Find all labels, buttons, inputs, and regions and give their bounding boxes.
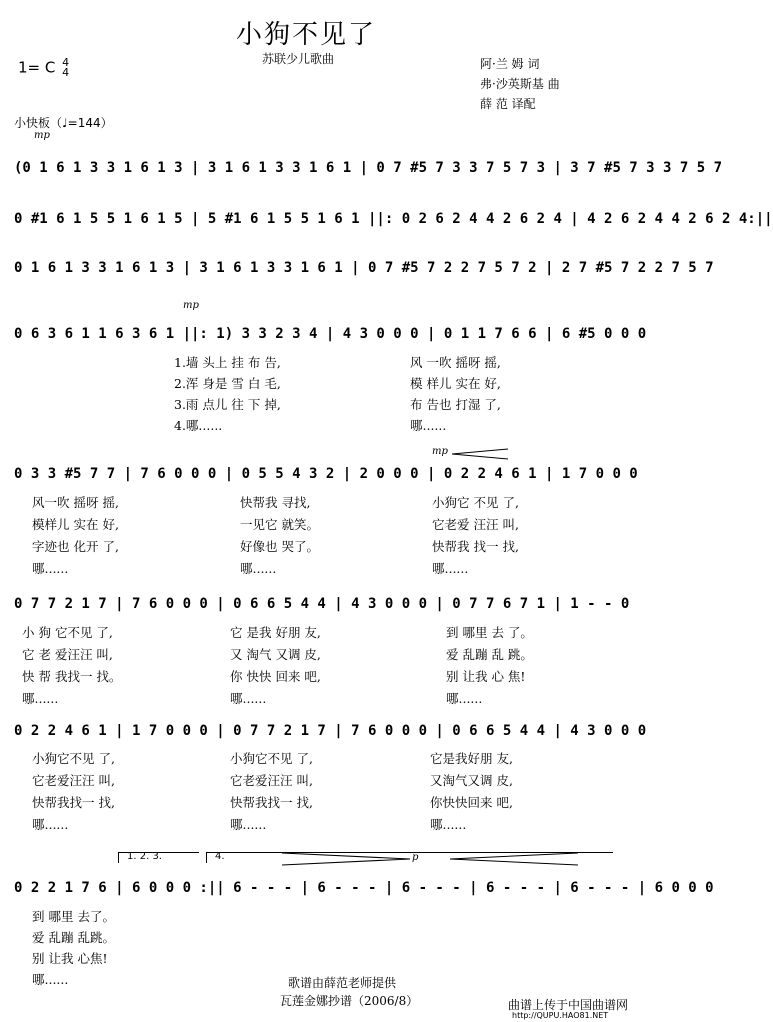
lyric-line: 哪...... [446,691,483,706]
key-label: 1= C [18,58,56,77]
lyrics-block [22,622,121,710]
lyric-line: 一见它 就笑。 [240,517,319,532]
lyric-line: 你快快回来 吧, [430,795,513,810]
lyrics-block [32,748,115,836]
lyric-line: 快帮我找一 找, [32,795,115,810]
lyric-line: 哪...... [240,561,277,576]
staff-line-1: (0 1 6 1 3 3 1 6 1 3 | 3 1 6 1 3 3 1 6 1 | 0 7 #5 7 3 3 7 5 7 3 | 3 7 #5 7 3 3 7 5 7 [14,160,723,176]
dynamic-marking: mp [432,446,448,457]
lyric-line: 又 淘气 又调 皮, [230,647,321,662]
lyrics-block [230,622,321,710]
lyric-line: 哪...... [22,691,59,706]
lyric-line: 哪...... [230,817,267,832]
lyric-line: 哪...... [430,817,467,832]
lyrics-block [432,492,519,580]
lyrics-block [240,492,319,580]
lyric-line: 快 帮 我找一 找。 [22,669,122,684]
time-top: 4 [62,56,70,69]
lyric-line: 风 一吹 摇呀 摇, [410,355,501,370]
lyric-line: 字迹也 化开 了, [32,539,119,554]
lyrics-block [174,352,281,436]
lyric-line: 它 是我 好朋 友, [230,625,321,640]
volta-label: 1. 2. 3. [127,851,162,862]
lyric-line: 小狗它不见 了, [32,751,115,766]
staff-line-5: 0 3 3 #5 7 7 | 7 6 0 0 0 | 0 5 5 4 3 2 | 2 0 0 0 | 0 2 2 4 6 1 | 1 7 0 0 0 [14,466,638,482]
footer-source: 歌谱由薛范老师提供 [288,976,397,990]
page-subtitle: 苏联少儿歌曲 [262,52,335,66]
lyric-line: 快帮我找一 找, [230,795,313,810]
lyric-line: 快帮我 找一 找, [432,539,519,554]
lyric-line: 哪...... [32,561,69,576]
lyric-line: 3.雨 点儿 往 下 掉, [174,397,281,412]
lyric-line: 它老爱汪汪 叫, [32,773,115,788]
lyric-line: 布 告也 打湿 了, [410,397,501,412]
lyrics-block [446,622,533,710]
lyric-line: 爱 乱蹦 乱跳。 [32,930,115,945]
footer-copyist: 瓦莲金娜抄谱（2006/8） [280,994,419,1008]
lyric-line: 到 哪里 去 了。 [446,625,533,640]
staff-line-3: 0 1 6 1 3 3 1 6 1 3 | 3 1 6 1 3 3 1 6 1 | 0 7 #5 7 2 2 7 5 7 2 | 2 7 #5 7 2 2 7 5 7 [14,260,714,276]
lyric-line: 它老爱 汪汪 叫, [432,517,519,532]
key-signature [18,58,69,78]
lyric-line: 爱 乱蹦 乱 跳。 [446,647,533,662]
watermark-text: 曲谱上传于中国曲谱网 [508,998,629,1012]
lyric-line: 好像也 哭了。 [240,539,319,554]
lyric-line: 哪...... [410,418,447,433]
tempo-marking: 小快板（♩=144） [14,116,113,130]
staff-line-8: 0 2 2 1 7 6 | 6 0 0 0 :|| 6 - - - | 6 - - - | 6 - - - | 6 - - - | 6 - - - | 6 0 0 0 [14,880,714,896]
lyric-line: 又淘气又调 皮, [430,773,513,788]
dynamic-marking: mp [183,300,199,311]
lyrics-block [32,906,115,990]
staff-line-2: 0 #1 6 1 5 5 1 6 1 5 | 5 #1 6 1 5 5 1 6 1 ||: 0 2 6 2 4 4 2 6 2 4 | 4 2 6 2 4 4 2 6 2 4:|| [14,211,773,227]
staff-line-6: 0 7 7 2 1 7 | 7 6 0 0 0 | 0 6 6 5 4 4 | 4 3 0 0 0 | 0 7 7 6 7 1 | 1 - - 0 [14,596,630,612]
lyric-line: 别 让我 心焦! [32,951,108,966]
crescendo-hairpin [450,448,510,460]
lyric-line: 别 让我 心 焦! [446,669,526,684]
lyrics-block [410,352,501,436]
lyric-line: 小 狗 它不见 了, [22,625,113,640]
volta-bracket-2 [206,852,613,863]
lyric-line: 哪...... [230,691,267,706]
lyric-line: 1.墙 头上 挂 布 告, [174,355,281,370]
lyric-line: 2.浑 身是 雪 白 毛, [174,376,281,391]
lyric-line: 它 老 爱汪汪 叫, [22,647,113,662]
lyric-line: 模 样儿 实在 好, [410,376,501,391]
credit-translator: 薛 范 译配 [480,97,536,111]
lyric-line: 小狗它 不见 了, [432,495,519,510]
lyric-line: 4.哪...... [174,418,223,433]
lyric-line: 模样儿 实在 好, [32,517,119,532]
lyrics-block [430,748,513,836]
lyric-line: 快帮我 寻找, [240,495,311,510]
lyric-line: 到 哪里 去了。 [32,909,115,924]
dynamic-marking: p [412,852,419,863]
lyric-line: 小狗它不见 了, [230,751,313,766]
staff-line-4: 0 6 3 6 1 1 6 3 6 1 ||: 1) 3 3 2 3 4 | 4 3 0 0 0 | 0 1 1 7 6 6 | 6 #5 0 0 0 [14,326,647,342]
staff-line-7: 0 2 2 4 6 1 | 1 7 0 0 0 | 0 7 7 2 1 7 | 7 6 0 0 0 | 0 6 6 5 4 4 | 4 3 0 0 0 [14,723,647,739]
lyric-line: 它老爱汪汪 叫, [230,773,313,788]
time-bottom: 4 [62,66,70,79]
time-signature [62,58,69,78]
volta-label: 4. [215,851,225,862]
credit-composer: 弗·沙英斯基 曲 [480,77,560,91]
credit-lyricist: 阿·兰 姆 词 [480,57,540,71]
lyric-line: 哪...... [432,561,469,576]
lyric-line: 它是我好朋 友, [430,751,513,766]
lyric-line: 哪...... [32,817,69,832]
lyrics-block [230,748,313,836]
watermark-url: http://QUPU.HAO81.NET [512,1011,609,1020]
lyric-line: 你 快快 回来 吧, [230,669,321,684]
page-title: 小狗不见了 [236,20,377,50]
lyric-line: 风一吹 摇呀 摇, [32,495,119,510]
lyric-line: 哪...... [32,972,69,987]
lyrics-block [32,492,119,580]
dynamic-marking: mp [34,130,50,141]
volta-bracket-1 [118,852,199,863]
